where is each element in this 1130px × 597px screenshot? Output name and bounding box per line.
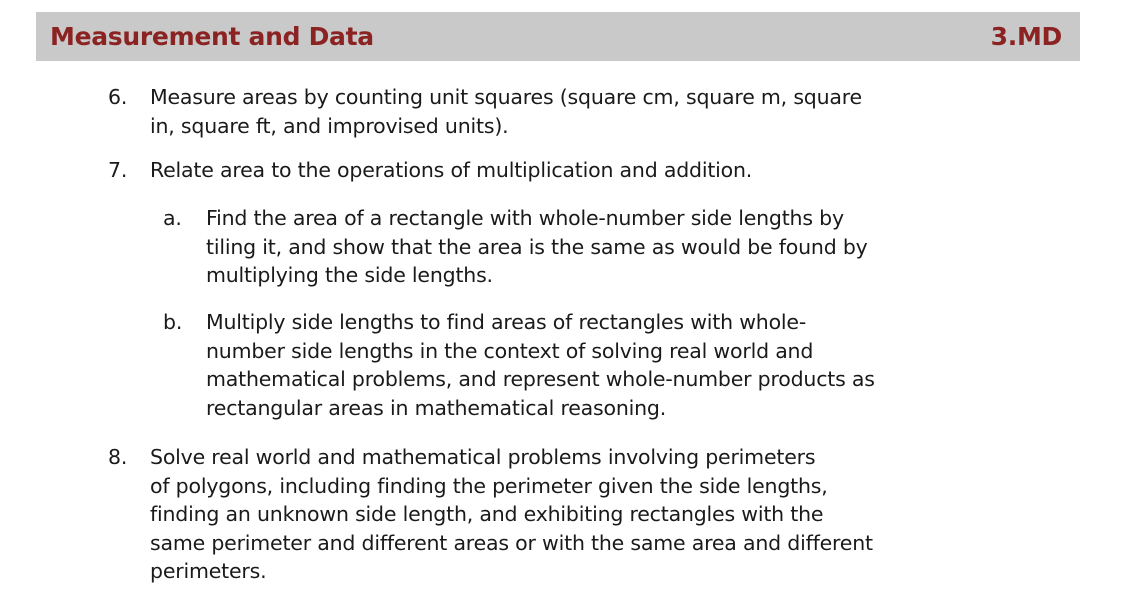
standard-6 [108, 83, 1108, 140]
text-line: same perimeter and different areas or with the same area and different [150, 530, 873, 555]
standard-7b [163, 308, 1113, 422]
standard-number: 6. [108, 85, 128, 109]
subitem-text [206, 204, 1113, 290]
standard-7a [163, 204, 1113, 290]
text-line: perimeters. [150, 559, 267, 583]
standard-7 [108, 156, 1108, 185]
standard-number: 8. [108, 445, 128, 469]
text-line: Solve real world and mathematical problems involving perimeters [150, 445, 816, 469]
standard-text [150, 443, 1118, 586]
text-line: of polygons, including finding the perimeter given the side lengths, [150, 473, 828, 498]
text-line: Find the area of a rectangle with whole-number side lengths by [206, 206, 844, 230]
text-line: rectangular areas in mathematical reasoning. [206, 395, 667, 420]
text-line: Measure areas by counting unit squares (square cm, square m, square [150, 85, 862, 109]
text-line: tiling it, and show that the area is the same as would be found by [206, 234, 868, 259]
standard-8 [108, 443, 1118, 586]
text-line: Relate area to the operations of multiplication and addition. [150, 158, 753, 182]
standard-number: 7. [108, 158, 128, 182]
subitem-letter: a. [163, 206, 182, 230]
text-line: in, square ft, and improvised units). [150, 113, 509, 138]
subitem-text [206, 308, 1113, 422]
text-line: Multiply side lengths to find areas of rectangles with whole- [206, 310, 807, 334]
section-title: Measurement and Data [50, 22, 374, 51]
section-code: 3.MD [990, 22, 1062, 51]
standard-text [150, 156, 1108, 185]
text-line: finding an unknown side length, and exhibiting rectangles with the [150, 502, 824, 526]
text-line: mathematical problems, and represent whole-number products as [206, 367, 875, 391]
standard-text [150, 83, 1108, 140]
section-header [36, 12, 1080, 61]
subitem-letter: b. [163, 310, 183, 334]
text-line: multiplying the side lengths. [206, 263, 493, 287]
text-line: number side lengths in the context of solving real world and [206, 338, 814, 363]
